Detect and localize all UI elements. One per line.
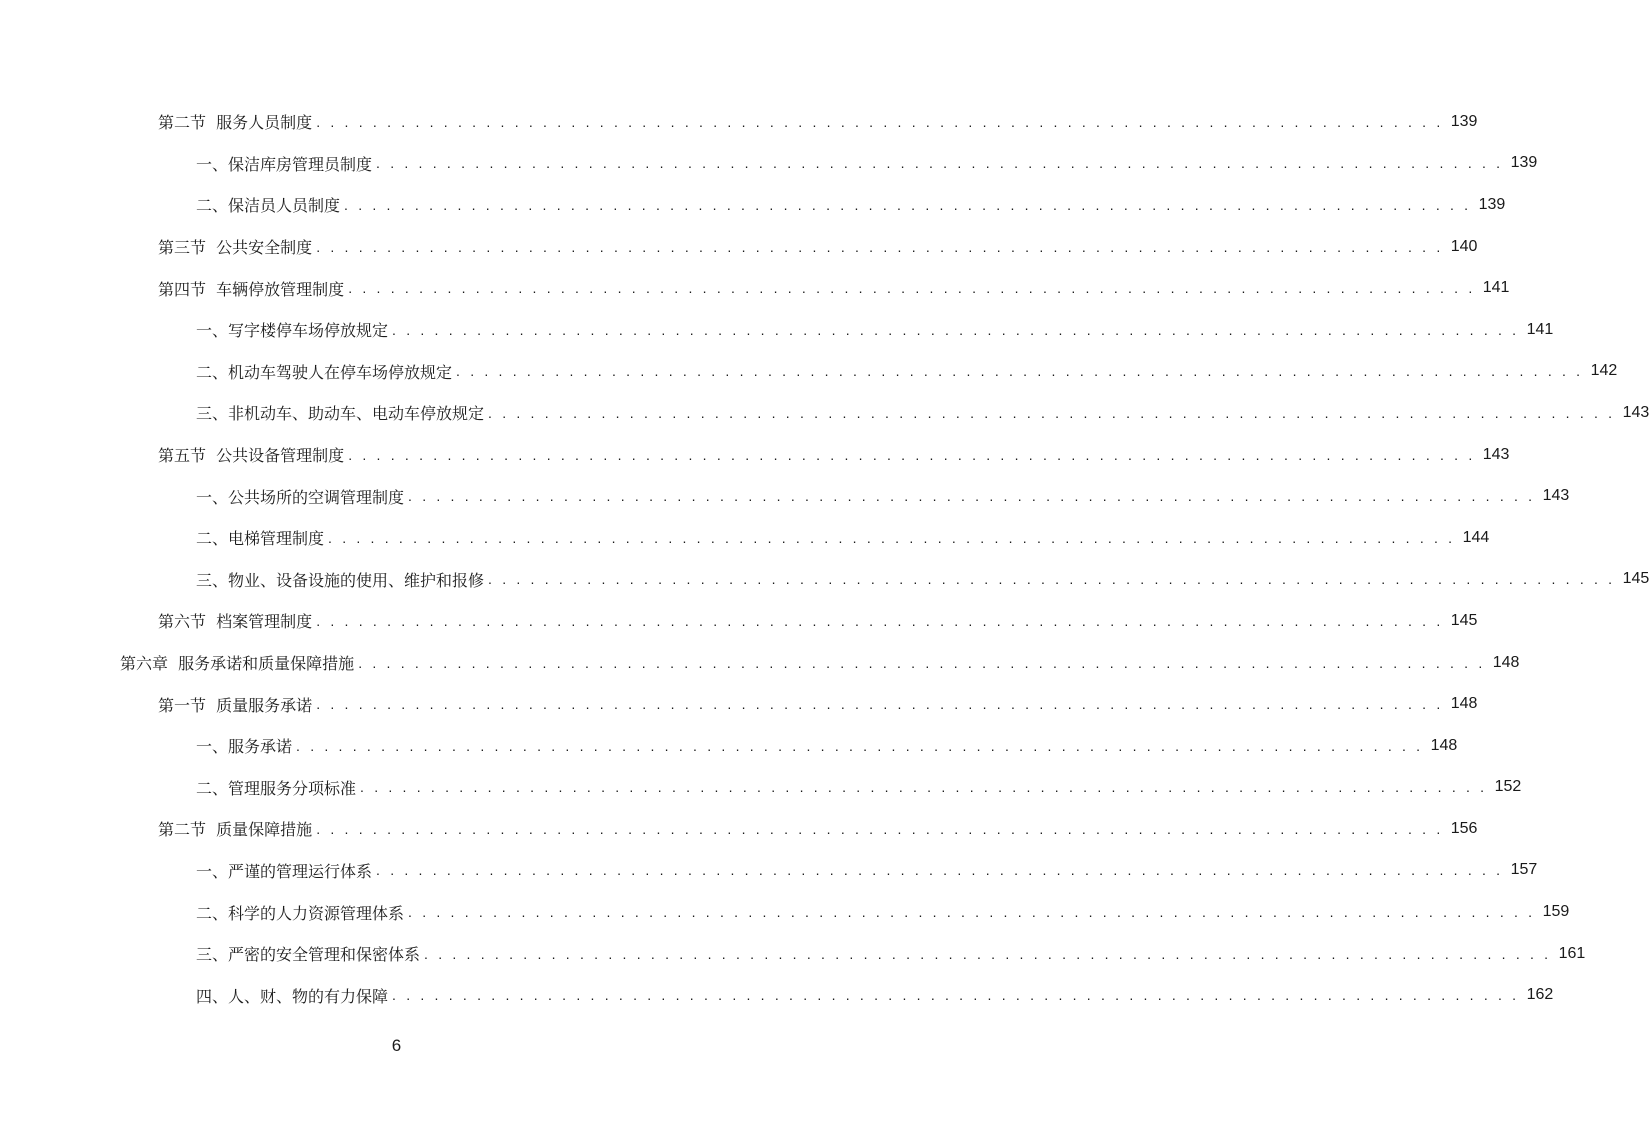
toc-entry-title: 三、物业、设备设施的使用、维护和报修 [196,570,485,590]
toc-entry[interactable] [0,143,1538,185]
toc-entry-title: 三、严密的安全管理和保密体系 [196,945,421,965]
toc-entry-title: 二、机动车驾驶人在停车场停放规定 [196,362,453,382]
toc-entry[interactable] [0,517,1490,559]
toc-dot-leader: . . . . . . . . . . . . . . . . . . . . . . . . . . . . . . . . . . . . . . . . . . . . . . . . . . . . . . . . . . . . . . . . . . . . . . . . . . . . . . . . [424,945,1552,962]
toc-entry[interactable] [0,226,1478,268]
toc-entry-title: 一、保洁库房管理员制度 [196,154,373,174]
toc-entry[interactable] [0,683,1478,725]
toc-dot-leader: . . . . . . . . . . . . . . . . . . . . . . . . . . . . . . . . . . . . . . . . . . . . . . . . . . . . . . . . . . . . . . . . . . . . . . . . . . . . . . . . [348,280,1476,297]
toc-entry-page: 142 [1590,362,1618,380]
toc-entry[interactable] [0,101,1478,143]
toc-dot-leader: . . . . . . . . . . . . . . . . . . . . . . . . . . . . . . . . . . . . . . . . . . . . . . . . . . . . . . . . . . . . . . . . . . . . . . . . . . . . . . . . [360,779,1488,796]
toc-dot-leader: . . . . . . . . . . . . . . . . . . . . . . . . . . . . . . . . . . . . . . . . . . . . . . . . . . . . . . . . . . . . . . . . . . . . . . . . . . . . . . . . [408,488,1536,505]
toc-dot-leader: . . . . . . . . . . . . . . . . . . . . . . . . . . . . . . . . . . . . . . . . . . . . . . . . . . . . . . . . . . . . . . . . . . . . . . . . . . . . . . . . [316,696,1444,713]
toc-entry[interactable] [0,808,1478,850]
toc-dot-leader: . . . . . . . . . . . . . . . . . . . . . . . . . . . . . . . . . . . . . . . . . . . . . . . . . . . . . . . . . . . . . . . . . . . . . . . . . . . . . . . . [392,987,1520,1004]
toc-dot-leader: . . . . . . . . . . . . . . . . . . . . . . . . . . . . . . . . . . . . . . . . . . . . . . . . . . . . . . . . . . . . . . . . . . . . . . . . . . . . . . . . [328,529,1456,546]
toc-entry-title: 四、人、财、物的有力保障 [196,986,389,1006]
toc-entry-title: 第三节 公共安全制度 [158,238,313,258]
toc-entry-title: 一、写字楼停车场停放规定 [196,321,389,341]
toc-dot-leader: . . . . . . . . . . . . . . . . . . . . . . . . . . . . . . . . . . . . . . . . . . . . . . . . . . . . . . . . . . . . . . . . . . . . . . . . . . . . . . . . [344,196,1472,213]
toc-entry-title: 第二节 质量保障措施 [158,820,313,840]
toc-entry-page: 159 [1542,903,1570,921]
toc-dot-leader: . . . . . . . . . . . . . . . . . . . . . . . . . . . . . . . . . . . . . . . . . . . . . . . . . . . . . . . . . . . . . . . . . . . . . . . . . . . . . . . . [348,446,1476,463]
toc-entry-title: 二、管理服务分项标准 [196,778,357,798]
toc-entry-page: 139 [1478,195,1506,213]
toc-entry-page: 145 [1450,611,1478,629]
toc-entry-page: 157 [1510,861,1538,879]
toc-entry-page: 144 [1462,528,1490,546]
toc-entry[interactable] [0,725,1458,767]
toc-entry-page: 139 [1510,154,1538,172]
toc-entry-title: 第二节 服务人员制度 [158,113,313,133]
toc-dot-leader: . . . . . . . . . . . . . . . . . . . . . . . . . . . . . . . . . . . . . . . . . . . . . . . . . . . . . . . . . . . . . . . . . . . . . . . . . . . . . . . . [408,904,1536,921]
toc-dot-leader: . . . . . . . . . . . . . . . . . . . . . . . . . . . . . . . . . . . . . . . . . . . . . . . . . . . . . . . . . . . . . . . . . . . . . . . . . . . . . . . . [296,737,1424,754]
toc-entry[interactable] [0,933,1586,975]
toc-entry-title: 三、非机动车、助动车、电动车停放规定 [196,404,485,424]
toc-entry[interactable] [0,642,1520,684]
toc-entry-page: 156 [1450,819,1478,837]
toc-dot-leader: . . . . . . . . . . . . . . . . . . . . . . . . . . . . . . . . . . . . . . . . . . . . . . . . . . . . . . . . . . . . . . . . . . . . . . . . . . . . . . . . [392,321,1520,338]
toc-entry-title: 一、严谨的管理运行体系 [196,861,373,881]
page-number: 6 [391,1036,402,1055]
toc-dot-leader: . . . . . . . . . . . . . . . . . . . . . . . . . . . . . . . . . . . . . . . . . . . . . . . . . . . . . . . . . . . . . . . . . . . . . . . . . . . . . . . . [376,862,1504,879]
toc-entry-page: 143 [1482,445,1510,463]
toc-entry[interactable] [0,434,1510,476]
toc-entry-title: 一、服务承诺 [196,737,293,757]
toc-entry[interactable] [0,559,1649,601]
toc-dot-leader: . . . . . . . . . . . . . . . . . . . . . . . . . . . . . . . . . . . . . . . . . . . . . . . . . . . . . . . . . . . . . . . . . . . . . . . . . . . . . . . . [488,571,1616,588]
toc-entry[interactable] [0,475,1570,517]
toc-entry-page: 148 [1450,695,1478,713]
toc-entry-title: 第一节 质量服务承诺 [158,695,313,715]
toc-dot-leader: . . . . . . . . . . . . . . . . . . . . . . . . . . . . . . . . . . . . . . . . . . . . . . . . . . . . . . . . . . . . . . . . . . . . . . . . . . . . . . . . [358,654,1486,671]
toc-entry-page: 145 [1622,570,1649,588]
toc-entry[interactable] [0,767,1522,809]
toc-entry-page: 143 [1542,487,1570,505]
toc-entry-page: 161 [1558,944,1586,962]
toc-entry[interactable] [0,309,1554,351]
toc-entry-page: 141 [1526,320,1554,338]
toc-dot-leader: . . . . . . . . . . . . . . . . . . . . . . . . . . . . . . . . . . . . . . . . . . . . . . . . . . . . . . . . . . . . . . . . . . . . . . . . . . . . . . . . [376,155,1504,172]
toc-entry-title: 第五节 公共设备管理制度 [158,446,345,466]
toc-entry[interactable] [0,184,1506,226]
toc-entry-page: 141 [1482,279,1510,297]
toc-entry[interactable] [0,974,1554,1016]
toc-entry-page: 143 [1622,403,1649,421]
toc-dot-leader: . . . . . . . . . . . . . . . . . . . . . . . . . . . . . . . . . . . . . . . . . . . . . . . . . . . . . . . . . . . . . . . . . . . . . . . . . . . . . . . . [316,612,1444,629]
toc-dot-leader: . . . . . . . . . . . . . . . . . . . . . . . . . . . . . . . . . . . . . . . . . . . . . . . . . . . . . . . . . . . . . . . . . . . . . . . . . . . . . . . . [316,238,1444,255]
toc-entry[interactable] [0,351,1618,393]
toc-entry-title: 二、科学的人力资源管理体系 [196,903,405,923]
toc-entry-title: 第六节 档案管理制度 [158,612,313,632]
toc-dot-leader: . . . . . . . . . . . . . . . . . . . . . . . . . . . . . . . . . . . . . . . . . . . . . . . . . . . . . . . . . . . . . . . . . . . . . . . . . . . . . . . . [316,113,1444,130]
toc-entry-title: 二、保洁员人员制度 [196,196,341,216]
toc-entry-page: 148 [1492,653,1520,671]
toc-entry-title: 一、公共场所的空调管理制度 [196,487,405,507]
toc-entry[interactable] [0,267,1510,309]
toc-entry[interactable] [0,392,1649,434]
table-of-contents [0,101,1649,1016]
toc-dot-leader: . . . . . . . . . . . . . . . . . . . . . . . . . . . . . . . . . . . . . . . . . . . . . . . . . . . . . . . . . . . . . . . . . . . . . . . . . . . . . . . . [456,363,1584,380]
toc-dot-leader: . . . . . . . . . . . . . . . . . . . . . . . . . . . . . . . . . . . . . . . . . . . . . . . . . . . . . . . . . . . . . . . . . . . . . . . . . . . . . . . . [316,820,1444,837]
toc-entry[interactable] [0,850,1538,892]
toc-entry[interactable] [0,891,1570,933]
toc-dot-leader: . . . . . . . . . . . . . . . . . . . . . . . . . . . . . . . . . . . . . . . . . . . . . . . . . . . . . . . . . . . . . . . . . . . . . . . . . . . . . . . . [488,404,1616,421]
toc-entry-page: 148 [1430,736,1458,754]
toc-entry-title: 二、电梯管理制度 [196,529,325,549]
toc-entry-page: 140 [1450,237,1478,255]
toc-entry-title: 第四节 车辆停放管理制度 [158,279,345,299]
toc-entry-page: 162 [1526,986,1554,1004]
toc-entry-page: 152 [1494,778,1522,796]
toc-entry[interactable] [0,600,1478,642]
toc-entry-page: 139 [1450,112,1478,130]
toc-entry-title: 第六章 服务承诺和质量保障措施 [120,654,355,674]
